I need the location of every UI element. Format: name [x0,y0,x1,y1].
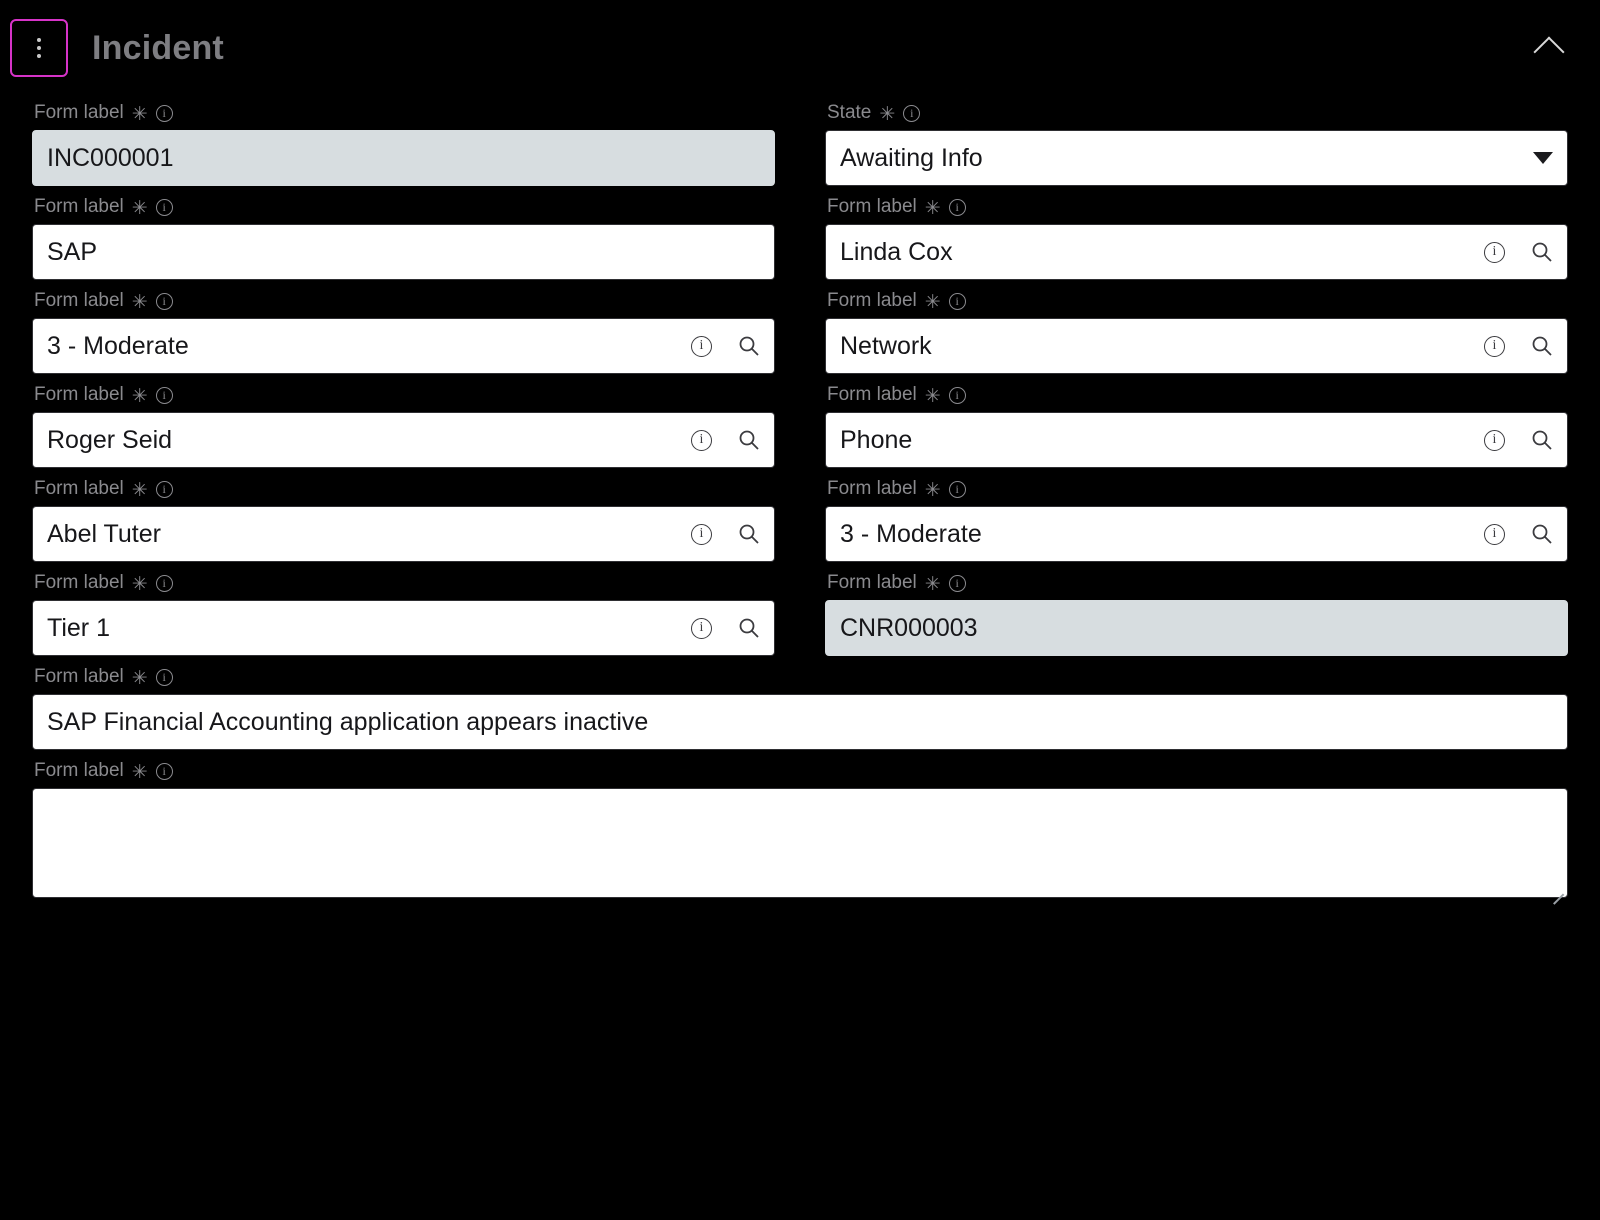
field-short-description [32,660,1568,750]
field-urgency [825,472,1568,562]
search-icon[interactable] [738,429,760,451]
field-parent-record [825,566,1568,656]
search-icon[interactable] [738,617,760,639]
field-label-assignment-group [32,566,775,600]
field-label-impact [32,284,775,318]
info-icon: i [156,387,173,404]
required-marker: ✳ [131,573,148,595]
search-icon[interactable] [1531,335,1553,357]
field-actions [1484,523,1553,545]
field-number [32,96,775,186]
field-business-service [32,190,775,280]
collapse-section-button[interactable] [1526,25,1572,71]
field-label-text: Form label [34,102,124,123]
impact-field-value: 3 - Moderate [47,331,189,360]
field-label-urgency [825,472,1568,506]
field-actions [691,617,760,639]
field-assigned-to [32,378,775,468]
caller-field[interactable] [825,224,1568,280]
form-header [0,0,1600,96]
form-grid [0,96,1600,902]
field-label-text: Form label [827,384,917,405]
required-marker: ✳ [924,385,941,407]
required-marker: ✳ [924,197,941,219]
state-field[interactable] [825,130,1568,186]
info-icon[interactable]: i [691,524,712,545]
search-icon[interactable] [1531,241,1553,263]
info-icon: i [949,293,966,310]
search-icon[interactable] [1531,523,1553,545]
field-category [825,284,1568,374]
field-opened-by [32,472,775,562]
short-description-field-value: SAP Financial Accounting application appears inactive [47,707,649,736]
field-label-text: Form label [34,384,124,405]
required-marker: ✳ [924,479,941,501]
info-icon: i [156,669,173,686]
field-label-text: Form label [34,196,124,217]
business-service-field[interactable] [32,224,775,280]
field-caller [825,190,1568,280]
opened-by-field[interactable] [32,506,775,562]
field-label-short-description [32,660,1568,694]
field-label-text: Form label [34,290,124,311]
info-icon[interactable]: i [691,336,712,357]
info-icon[interactable]: i [691,618,712,639]
assigned-to-field-value: Roger Seid [47,425,173,454]
assignment-group-field-value: Tier 1 [47,613,110,642]
field-label-text: State [827,102,872,123]
number-field-value: INC000001 [47,143,174,172]
field-actions [1484,241,1553,263]
info-icon: i [949,481,966,498]
info-icon[interactable]: i [1484,524,1505,545]
field-actions [1484,335,1553,357]
opened-by-field-value: Abel Tuter [47,519,161,548]
field-label-text: Form label [34,478,124,499]
field-actions [691,523,760,545]
assigned-to-field[interactable] [32,412,775,468]
info-icon: i [156,763,173,780]
field-actions [691,429,760,451]
field-assignment-group [32,566,775,656]
info-icon: i [949,575,966,592]
field-actions [1484,429,1553,451]
parent-record-field-value: CNR000003 [840,613,978,642]
number-field[interactable] [32,130,775,186]
required-marker: ✳ [131,761,148,783]
field-contact-type [825,378,1568,468]
search-icon[interactable] [738,335,760,357]
info-icon: i [949,199,966,216]
required-marker: ✳ [924,573,941,595]
info-icon[interactable]: i [1484,336,1505,357]
contact-type-field[interactable] [825,412,1568,468]
assignment-group-field[interactable] [32,600,775,656]
field-label-text: Form label [827,478,917,499]
field-state [825,96,1568,186]
impact-field[interactable] [32,318,775,374]
info-icon: i [156,199,173,216]
info-icon[interactable]: i [691,430,712,451]
business-service-field-value: SAP [47,237,98,266]
field-label-number [32,96,775,130]
category-field[interactable] [825,318,1568,374]
urgency-field[interactable] [825,506,1568,562]
field-label-contact-type [825,378,1568,412]
field-actions [691,335,760,357]
required-marker: ✳ [924,291,941,313]
required-marker: ✳ [879,103,896,125]
state-field-value: Awaiting Info [840,143,983,172]
info-icon: i [156,575,173,592]
category-field-value: Network [840,331,932,360]
field-label-description [32,754,1568,788]
info-icon: i [903,105,920,122]
page-title: Incident [92,28,224,67]
contact-type-field-value: Phone [840,425,913,454]
short-description-field[interactable] [32,694,1568,750]
info-icon: i [156,293,173,310]
field-label-business-service [32,190,775,224]
field-label-text: Form label [827,290,917,311]
field-label-text: Form label [34,666,124,687]
search-icon[interactable] [738,523,760,545]
info-icon: i [156,481,173,498]
field-label-text: Form label [34,760,124,781]
required-marker: ✳ [131,385,148,407]
resize-handle-icon[interactable] [1550,880,1564,894]
chevron-down-icon[interactable] [1533,152,1553,164]
required-marker: ✳ [131,197,148,219]
field-label-assigned-to [32,378,775,412]
required-marker: ✳ [131,291,148,313]
field-label-state [825,96,1568,130]
kebab-menu-icon [37,38,41,58]
kebab-menu-button[interactable] [10,19,68,77]
info-icon: i [156,105,173,122]
info-icon[interactable]: i [1484,430,1505,451]
description-field[interactable] [32,788,1568,898]
required-marker: ✳ [131,479,148,501]
search-icon[interactable] [1531,429,1553,451]
chevron-up-icon [1533,36,1564,67]
field-label-category [825,284,1568,318]
urgency-field-value: 3 - Moderate [840,519,982,548]
field-label-text: Form label [34,572,124,593]
field-label-text: Form label [827,196,917,217]
parent-record-field[interactable] [825,600,1568,656]
field-label-caller [825,190,1568,224]
field-label-text: Form label [827,572,917,593]
field-impact [32,284,775,374]
field-label-opened-by [32,472,775,506]
field-label-parent-record [825,566,1568,600]
info-icon: i [949,387,966,404]
field-description [32,754,1568,898]
info-icon[interactable]: i [1484,242,1505,263]
caller-field-value: Linda Cox [840,237,953,266]
required-marker: ✳ [131,103,148,125]
required-marker: ✳ [131,667,148,689]
